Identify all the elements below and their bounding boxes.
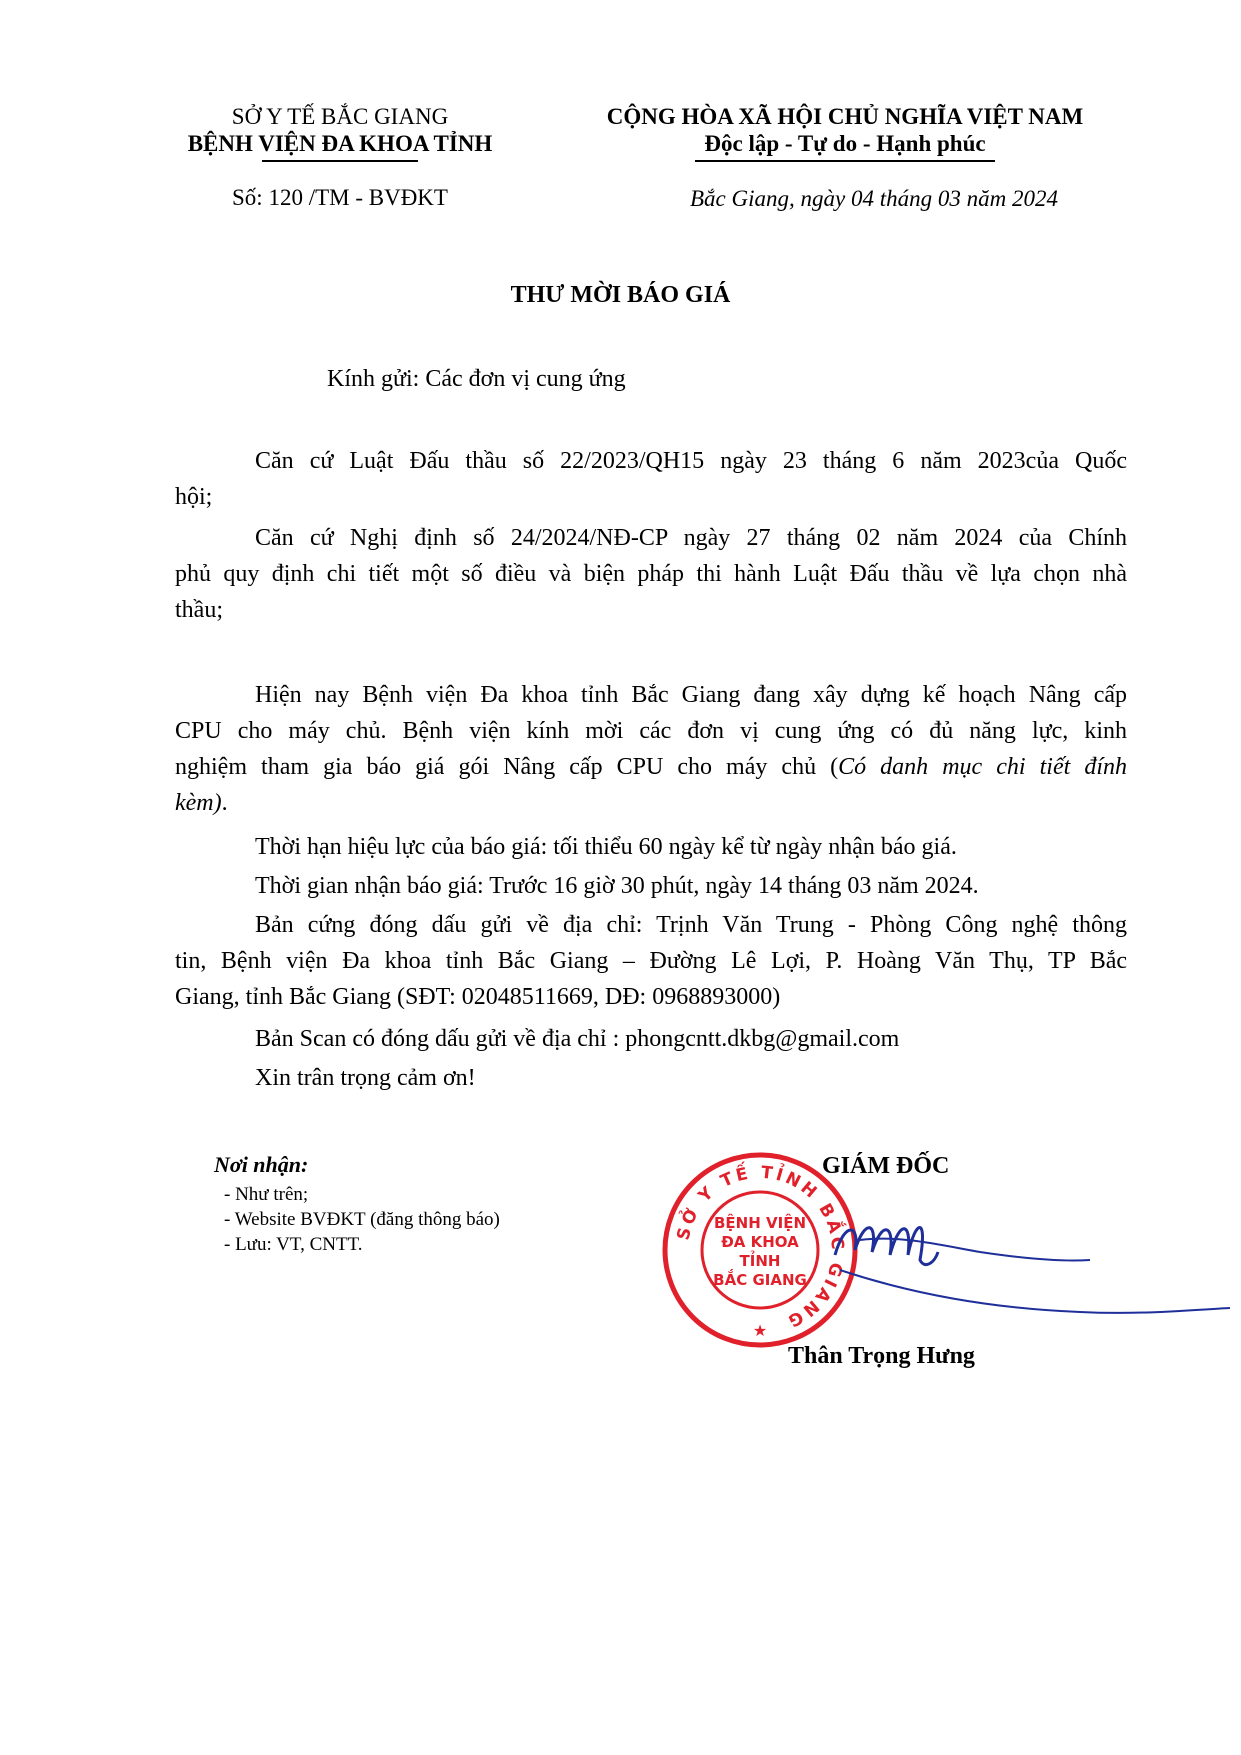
- validity-line: Thời hạn hiệu lực của báo giá: tối thiểu 60 ngày kể từ ngày nhận báo giá.: [255, 834, 957, 860]
- signature-stroke: [835, 1228, 938, 1265]
- organization-underline: [262, 160, 418, 162]
- document-number: Số: 120 /TM - BVĐKT: [232, 185, 448, 210]
- basis-law-line2: hội;: [175, 484, 213, 510]
- date-day: 04: [850, 186, 874, 211]
- national-title: CỘNG HÒA XÃ HỘI CHỦ NGHĨA VIỆT NAM: [606, 104, 1084, 129]
- motto-underline: [695, 160, 995, 162]
- national-motto: Độc lập - Tự do - Hạnh phúc: [704, 131, 986, 156]
- stamp-text-line3: TỈNH: [739, 1252, 781, 1270]
- basis-decree: [175, 520, 1127, 628]
- recipient-item: - Lưu: VT, CNTT.: [224, 1234, 363, 1255]
- basis-law-line1: Căn cứ Luật Đấu thầu số 22/2023/QH15 ngày 23 tháng 6 năm 2023của Quốc: [255, 448, 1127, 474]
- stamp-ring-text: SỞ Y TẾ TỈNH BẮC GIANG: [673, 1162, 848, 1332]
- recipient-line: Kính gửi: Các đơn vị cung ứng: [327, 366, 626, 392]
- document-title: THƯ MỜI BÁO GIÁ: [510, 282, 731, 308]
- deadline-line: Thời gian nhận báo giá: Trước 16 giờ 30 phút, ngày 14 tháng 03 năm 2024.: [255, 873, 979, 899]
- recipient-item: - Như trên;: [224, 1184, 309, 1205]
- main-paragraph: [175, 677, 1127, 821]
- stamp-text-line1: BỆNH VIỆN: [714, 1214, 806, 1232]
- main-paragraph-line3: [175, 749, 1127, 785]
- main-paragraph-line2: CPU cho máy chủ. Bệnh viện kính mời các đơn vị cung ứng có đủ năng lực, kinh: [175, 718, 1127, 744]
- stamp-text-line4: BẮC GIANG: [713, 1271, 807, 1289]
- recipients-list: [224, 1182, 500, 1257]
- handwritten-signature: [820, 1200, 1235, 1320]
- stamp-text-line2: ĐA KHOA: [721, 1233, 799, 1251]
- scan-line: Bản Scan có đóng dấu gửi về địa chỉ : phongcntt.dkbg@gmail.com: [255, 1026, 900, 1052]
- hardcopy-line3: Giang, tỉnh Bắc Giang (SĐT: 02048511669, DĐ: 0968893000): [175, 984, 781, 1010]
- hardcopy-line1: Bản cứng đóng dấu gửi về địa chỉ: Trịnh Văn Trung - Phòng Công nghệ thông: [255, 912, 1127, 938]
- hardcopy-paragraph: [175, 907, 1127, 1015]
- basis-decree-line2: phủ quy định chi tiết một số điều và biện pháp thi hành Luật Đấu thầu về lựa chọn nhà: [175, 561, 1127, 587]
- date-suffix: tháng 03 năm 2024: [879, 186, 1058, 211]
- department-name: SỞ Y TẾ BẮC GIANG: [231, 104, 449, 129]
- basis-decree-line3: thầu;: [175, 597, 223, 623]
- basis-decree-line1: Căn cứ Nghị định số 24/2024/NĐ-CP ngày 27 tháng 02 năm 2024 của Chính: [255, 525, 1127, 551]
- main-paragraph-line4: [175, 785, 1127, 821]
- stamp-star-icon: ★: [752, 1323, 768, 1340]
- basis-law: [175, 443, 1127, 515]
- main-paragraph-line3-italic: Có danh mục chi tiết đính: [838, 754, 1128, 780]
- main-paragraph-line3-plain: nghiệm tham gia báo giá gói Nâng cấp CPU cho máy chủ (: [175, 754, 839, 780]
- thanks-line: Xin trân trọng cảm ơn!: [255, 1065, 476, 1091]
- hardcopy-line2: tin, Bệnh viện Đa khoa tỉnh Bắc Giang – Đường Lê Lợi, P. Hoàng Văn Thụ, TP Bắc: [175, 948, 1127, 974]
- date-prefix: Bắc Giang, ngày: [690, 186, 846, 211]
- main-paragraph-line1: Hiện nay Bệnh viện Đa khoa tỉnh Bắc Giang đang xây dựng kế hoạch Nâng cấp: [255, 682, 1127, 708]
- date-line: [690, 186, 1140, 212]
- recipient-item: - Website BVĐKT (đăng thông báo): [224, 1209, 500, 1230]
- main-paragraph-line4-italic: kèm): [175, 790, 222, 816]
- signer-name: Thân Trọng Hưng: [788, 1343, 975, 1369]
- main-paragraph-line4-end: .: [221, 790, 228, 816]
- recipients-heading: Nơi nhận:: [214, 1152, 309, 1177]
- signer-role: GIÁM ĐỐC: [822, 1153, 950, 1179]
- signature-stroke: [840, 1270, 1230, 1313]
- organization-name: BỆNH VIỆN ĐA KHOA TỈNH: [187, 131, 493, 156]
